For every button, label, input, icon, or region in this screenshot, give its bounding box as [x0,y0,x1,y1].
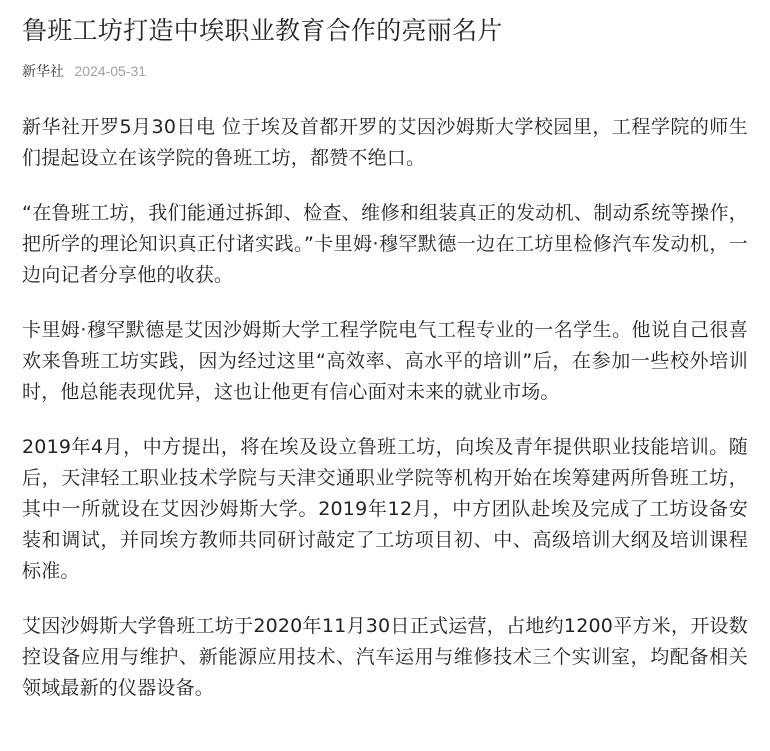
article-paragraph: 卡里姆·穆罕默德是艾因沙姆斯大学工程学院电气工程专业的一名学生。他说自己很喜欢来鲁班工坊实践，因为经过这里“高效率、高水平的培训”后，在参加一些校外培训时，他总能表现优异，这也让他更有信心面对未来的就业市场。 [22,319,748,403]
article-paragraph: 2019年4月，中方提出，将在埃及设立鲁班工坊，向埃及青年提供职业技能培训。随后，天津轻工职业技术学院与天津交通职业学院等机构开始在埃筹建两所鲁班工坊，其中一所就设在艾因沙姆斯大学。2019年12月，中方团队赴埃及完成了工坊设备安装和调试，并同埃方教师共同研讨敲定了工坊项目初、中、高级培训大纲及培训课程标准。 [22,436,748,582]
article-paragraph: 新华社开罗5月30日电 位于埃及首都开罗的艾因沙姆斯大学校园里，工程学院的师生们提起设立在该学院的鲁班工坊，都赞不绝口。 [22,116,748,169]
article-paragraph: “在鲁班工坊，我们能通过拆卸、检查、维修和组装真正的发动机、制动系统等操作，把所学的理论知识真正付诸实践。”卡里姆·穆罕默德一边在工坊里检修汽车发动机，一边向记者分享他的收获。 [22,202,748,286]
article-source: 新华社 [22,64,64,80]
article-meta [22,60,748,83]
article-title: 鲁班工坊打造中埃职业教育合作的亮丽名片 [22,16,503,45]
article-date: 2024-05-31 [74,63,147,79]
article-body [22,112,748,704]
article-paragraph: 艾因沙姆斯大学鲁班工坊于2020年11月30日正式运营，占地约1200平方米，开设数控设备应用与维护、新能源应用技术、汽车运用与维修技术三个实训室，均配备相关领域最新的仪器设备。 [22,615,748,699]
